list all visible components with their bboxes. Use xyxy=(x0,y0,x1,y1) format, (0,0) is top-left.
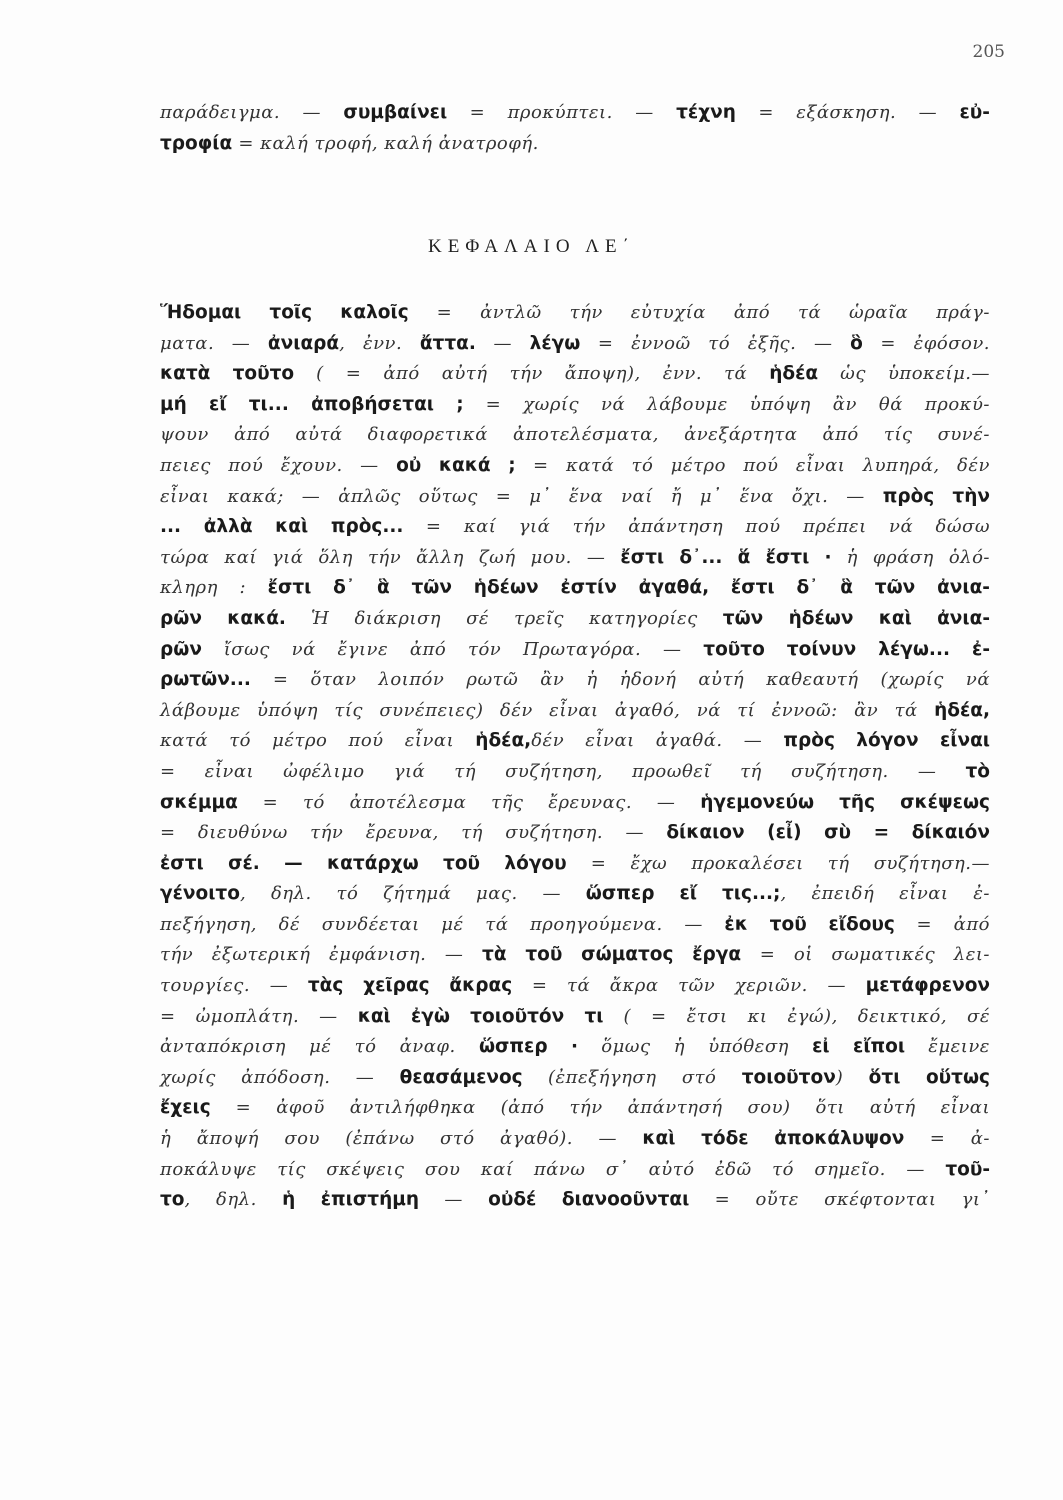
gloss-text: — xyxy=(475,332,530,354)
lemma-text: ὅτι οὕτως xyxy=(868,1066,991,1088)
gloss-text: τώρα καί γιά ὅλη τήν ἄλλη ζωή μου. — xyxy=(160,546,621,568)
gloss-text: , δηλ. τό ζήτημά μας. — xyxy=(239,883,586,905)
gloss-text: = κατά τό μέτρο πού εἶναι λυπηρά, δέν xyxy=(515,454,990,476)
gloss-text: ψουν ἀπό αὐτά διαφορετικά ἀποτελέσματα, ἀνεξάρτητα ἀπό τίς συνέ- xyxy=(160,424,990,446)
text-line xyxy=(160,298,990,329)
text-line xyxy=(160,1063,990,1094)
lemma-text: το xyxy=(160,1189,185,1211)
lemma-text: Ἥδομαι τοῖς καλοῖς xyxy=(160,302,409,323)
text-line xyxy=(160,1002,990,1033)
lemma-text: κατὰ τοῦτο xyxy=(160,363,295,385)
lemma-text: εἰ εἴποι xyxy=(812,1036,906,1058)
lemma-text: ἔστι δ᾽ ἃ τῶν ἡδέων ἐστίν ἀγαθά, ἔστι δ᾽ ἃ τῶν ἀνια- xyxy=(267,577,990,599)
text-line xyxy=(160,420,990,451)
gloss-text: , δηλ. xyxy=(184,1189,283,1211)
gloss-text: ὅμως ἡ ὑπόθεση xyxy=(578,1036,813,1058)
gloss-text: = εἶναι ὠφέλιμο γιά τή συζήτηση, προωθεῖ τή συζήτηση. — xyxy=(160,760,966,782)
gloss-text: = ἐννοῶ τό ἑξῆς. — xyxy=(580,332,851,354)
lemma-text: τοῦτο τοίνυν λέγω... ἐ- xyxy=(703,638,990,660)
text-line xyxy=(160,1093,990,1124)
lemma-text: τὸ xyxy=(965,760,990,782)
text-line xyxy=(160,940,990,971)
gloss-text: = ἐφόσον. xyxy=(862,332,990,354)
gloss-text: τήν ἐξωτερική ἐμφάνιση. — xyxy=(160,944,483,966)
lemma-text: ... ἀλλὰ καὶ πρὸς... xyxy=(160,516,404,538)
text-line xyxy=(160,818,990,849)
gloss-text: = ἀπό xyxy=(894,913,990,935)
lemma-text: ἡδέα, xyxy=(934,699,990,721)
lemma-text: ρωτῶν... xyxy=(160,669,251,691)
text-line xyxy=(160,665,990,696)
lemma-text: γένοιτο xyxy=(160,883,240,905)
gloss-text: ἡ ἄποψή σου (ἐπάνω στό ἀγαθό). — xyxy=(160,1128,643,1150)
lemma-text: τέχνη xyxy=(676,102,736,123)
gloss-text: = προκύπτει. — xyxy=(447,102,677,123)
gloss-text: παράδειγμα. — xyxy=(160,102,344,123)
gloss-text: κατά τό μέτρο πού εἶναι xyxy=(160,730,476,752)
gloss-text: = ἔχω προκαλέσει τή συζήτηση.— xyxy=(566,852,990,874)
lemma-text: οὐ κακά ; xyxy=(396,454,516,476)
text-line xyxy=(160,359,990,390)
gloss-text: λάβουμε ὑπόψη τίς συνέπειες) δέν εἶναι ἀγαθό, νά τί ἐννοῶ: ἂν τά xyxy=(160,699,935,721)
text-line xyxy=(160,788,990,819)
lemma-text: ἔστι δ᾽... ἅ ἔστι · xyxy=(620,546,832,568)
gloss-text: κληρη : xyxy=(160,577,268,599)
lemma-text: ἡδέα xyxy=(769,363,819,385)
gloss-text: ἡ φράση ὁλό- xyxy=(831,546,990,568)
gloss-text: ποκάλυψε τίς σκέψεις σου καί πάνω σ᾽ αὐτό ἐδῶ τό σημεῖο. — xyxy=(160,1158,946,1180)
gloss-text: χωρίς ἀπόδοση. — xyxy=(160,1066,400,1088)
lemma-text: πρὸς τὴν xyxy=(882,485,990,507)
lemma-text: καὶ τόδε ἀποκάλυψον xyxy=(642,1128,905,1150)
lemma-text: τῶν ἡδέων καὶ ἀνια- xyxy=(722,607,990,629)
gloss-text: ἀνταπόκριση μέ τό ἀναφ. xyxy=(160,1036,479,1058)
lemma-text: καὶ ἐγὼ τοιοῦτόν τι xyxy=(357,1005,604,1027)
text-line xyxy=(160,849,990,880)
lemma-text: τοιοῦτον xyxy=(741,1066,836,1088)
text-line xyxy=(160,512,990,543)
gloss-text: = ἀ- xyxy=(904,1128,991,1150)
lemma-text: ἔχεις xyxy=(160,1097,211,1119)
text-line xyxy=(160,604,990,635)
gloss-text: , ἐνν. xyxy=(339,332,420,354)
lemma-text: πρὸς λόγον εἶναι xyxy=(783,730,990,752)
text-line xyxy=(160,543,990,574)
lemma-text: ἐστι σέ. — κατάρχω τοῦ λόγου xyxy=(160,852,567,874)
lemma-text: ἡγεμονεύω τῆς σκέψεως xyxy=(700,791,990,813)
lemma-text: μή εἴ τι... ἀποβήσεται ; xyxy=(160,393,464,415)
gloss-text: = τό ἀποτέλεσμα τῆς ἔρευνας. — xyxy=(237,791,701,813)
gloss-text: ἴσως νά ἔγινε ἀπό τόν Πρωταγόρα. — xyxy=(201,638,704,660)
gloss-text: (ἐπεξήγηση στό xyxy=(522,1066,742,1088)
text-line xyxy=(160,696,990,727)
lemma-text: λέγω xyxy=(529,332,581,354)
gloss-text: ὡς ὑποκείμ.— xyxy=(818,363,990,385)
gloss-text: = ὠμοπλάτη. — xyxy=(160,1005,358,1027)
text-line xyxy=(160,1124,990,1155)
chapter-body xyxy=(160,298,990,1216)
gloss-text: , ἐπειδή εἶναι ἐ- xyxy=(780,883,991,905)
lemma-text: ἐκ τοῦ εἴδους xyxy=(724,913,895,935)
lemma-text: ὃ xyxy=(850,332,863,354)
gloss-text: δέν εἶναι ἀγαθά. — xyxy=(531,730,784,752)
gloss-text: = ἀντλῶ τήν εὐτυχία ἀπό τά ὡραῖα πράγ- xyxy=(408,302,990,323)
lemma-text: συμβαίνει xyxy=(343,102,448,123)
gloss-text: = χωρίς νά λάβουμε ὑπόψη ἂν θά προκύ- xyxy=(463,393,990,415)
lemma-text: ὥσπερ εἴ τις...; xyxy=(585,883,781,905)
text-line xyxy=(160,726,990,757)
gloss-text: = καλή τροφή, καλή ἀνατροφή. xyxy=(232,132,539,154)
lemma-text: μετάφρενον xyxy=(865,975,991,997)
text-line xyxy=(160,451,990,482)
text-line xyxy=(160,1032,990,1063)
lemma-text: ἡ ἐπιστήμη xyxy=(282,1189,420,1211)
text-line xyxy=(160,98,990,129)
text-line xyxy=(160,573,990,604)
lemma-text: οὐδέ διανοοῦνται xyxy=(488,1189,690,1211)
text-line xyxy=(160,879,990,910)
lemma-text: σκέμμα xyxy=(160,791,238,813)
gloss-text: ματα. — xyxy=(160,332,268,354)
gloss-text: ) xyxy=(835,1066,869,1088)
gloss-text: = οὔτε σκέφτονται γι᾽ xyxy=(689,1189,990,1211)
text-line xyxy=(160,910,990,941)
lemma-text: εὐ- xyxy=(959,102,990,123)
gloss-text: = οἱ σωματικές λει- xyxy=(741,944,991,966)
text-line xyxy=(160,129,990,160)
text-line xyxy=(160,1155,990,1186)
chapter-title: ΚΕΦΑΛΑΙΟ ΛΕ΄ xyxy=(428,236,635,257)
top-paragraph xyxy=(160,98,990,159)
text-line xyxy=(160,482,990,513)
gloss-text: = τά ἄκρα τῶν χεριῶν. — xyxy=(512,975,866,997)
text-line xyxy=(160,757,990,788)
gloss-text: πειες πού ἔχουν. — xyxy=(160,454,397,476)
gloss-text: = εξάσκηση. — xyxy=(735,102,960,123)
lemma-text: θεασάμενος xyxy=(399,1066,523,1088)
gloss-text: εἶναι κακά; — ἁπλῶς οὕτως = μ᾽ ἕνα ναί ἤ μ᾽ ἕνα ὄχι. — xyxy=(160,485,883,507)
lemma-text: τροφία xyxy=(160,132,233,154)
lemma-text: ρῶν κακά. xyxy=(160,607,286,629)
lemma-text: ἀνιαρά xyxy=(267,332,340,354)
gloss-text: Ἡ διάκριση σέ τρεῖς κατηγορίες xyxy=(285,607,723,629)
lemma-text: τὰ τοῦ σώματος ἔργα xyxy=(482,944,742,966)
gloss-text: τουργίες. — xyxy=(160,975,308,997)
lemma-text: δίκαιον (εἶ) σὺ = δίκαιόν xyxy=(666,822,990,844)
lemma-text: ὥσπερ · xyxy=(478,1036,579,1058)
lemma-text: ἡδέα, xyxy=(475,730,532,752)
text-line xyxy=(160,329,990,360)
lemma-text: τὰς χεῖρας ἄκρας xyxy=(307,975,513,997)
gloss-text: ἔμεινε xyxy=(905,1036,990,1058)
page-number: 205 xyxy=(972,42,1005,62)
text-line xyxy=(160,971,990,1002)
lemma-text: ρῶν xyxy=(160,638,202,660)
text-line xyxy=(160,390,990,421)
gloss-text: ( = ἀπό αὐτή τήν ἄποψη), ἐνν. τά xyxy=(294,363,770,385)
gloss-text: = ὅταν λοιπόν ρωτῶ ἂν ἡ ἡδονή αὐτή καθεαυτή (χωρίς νά xyxy=(250,669,990,691)
gloss-text: = διευθύνω τήν ἔρευνα, τή συζήτηση. — xyxy=(160,822,667,844)
lemma-text: τοῦ- xyxy=(945,1158,990,1180)
text-line xyxy=(160,635,990,666)
gloss-text: — xyxy=(419,1189,489,1211)
gloss-text: = καί γιά τήν ἀπάντηση πού πρέπει νά δώσω xyxy=(403,516,991,538)
gloss-text: ( = ἔτσι κι ἐγώ), δεικτικό, σέ xyxy=(603,1005,991,1027)
text-line xyxy=(160,1185,990,1216)
gloss-text: πεξήγηση, δέ συνδέεται μέ τά προηγούμενα. — xyxy=(160,913,725,935)
gloss-text: = ἀφοῦ ἀντιλήφθηκα (ἀπό τήν ἀπάντησή σου) ὅτι αὐτή εἶναι xyxy=(210,1097,990,1119)
lemma-text: ἄττα. xyxy=(419,332,476,354)
